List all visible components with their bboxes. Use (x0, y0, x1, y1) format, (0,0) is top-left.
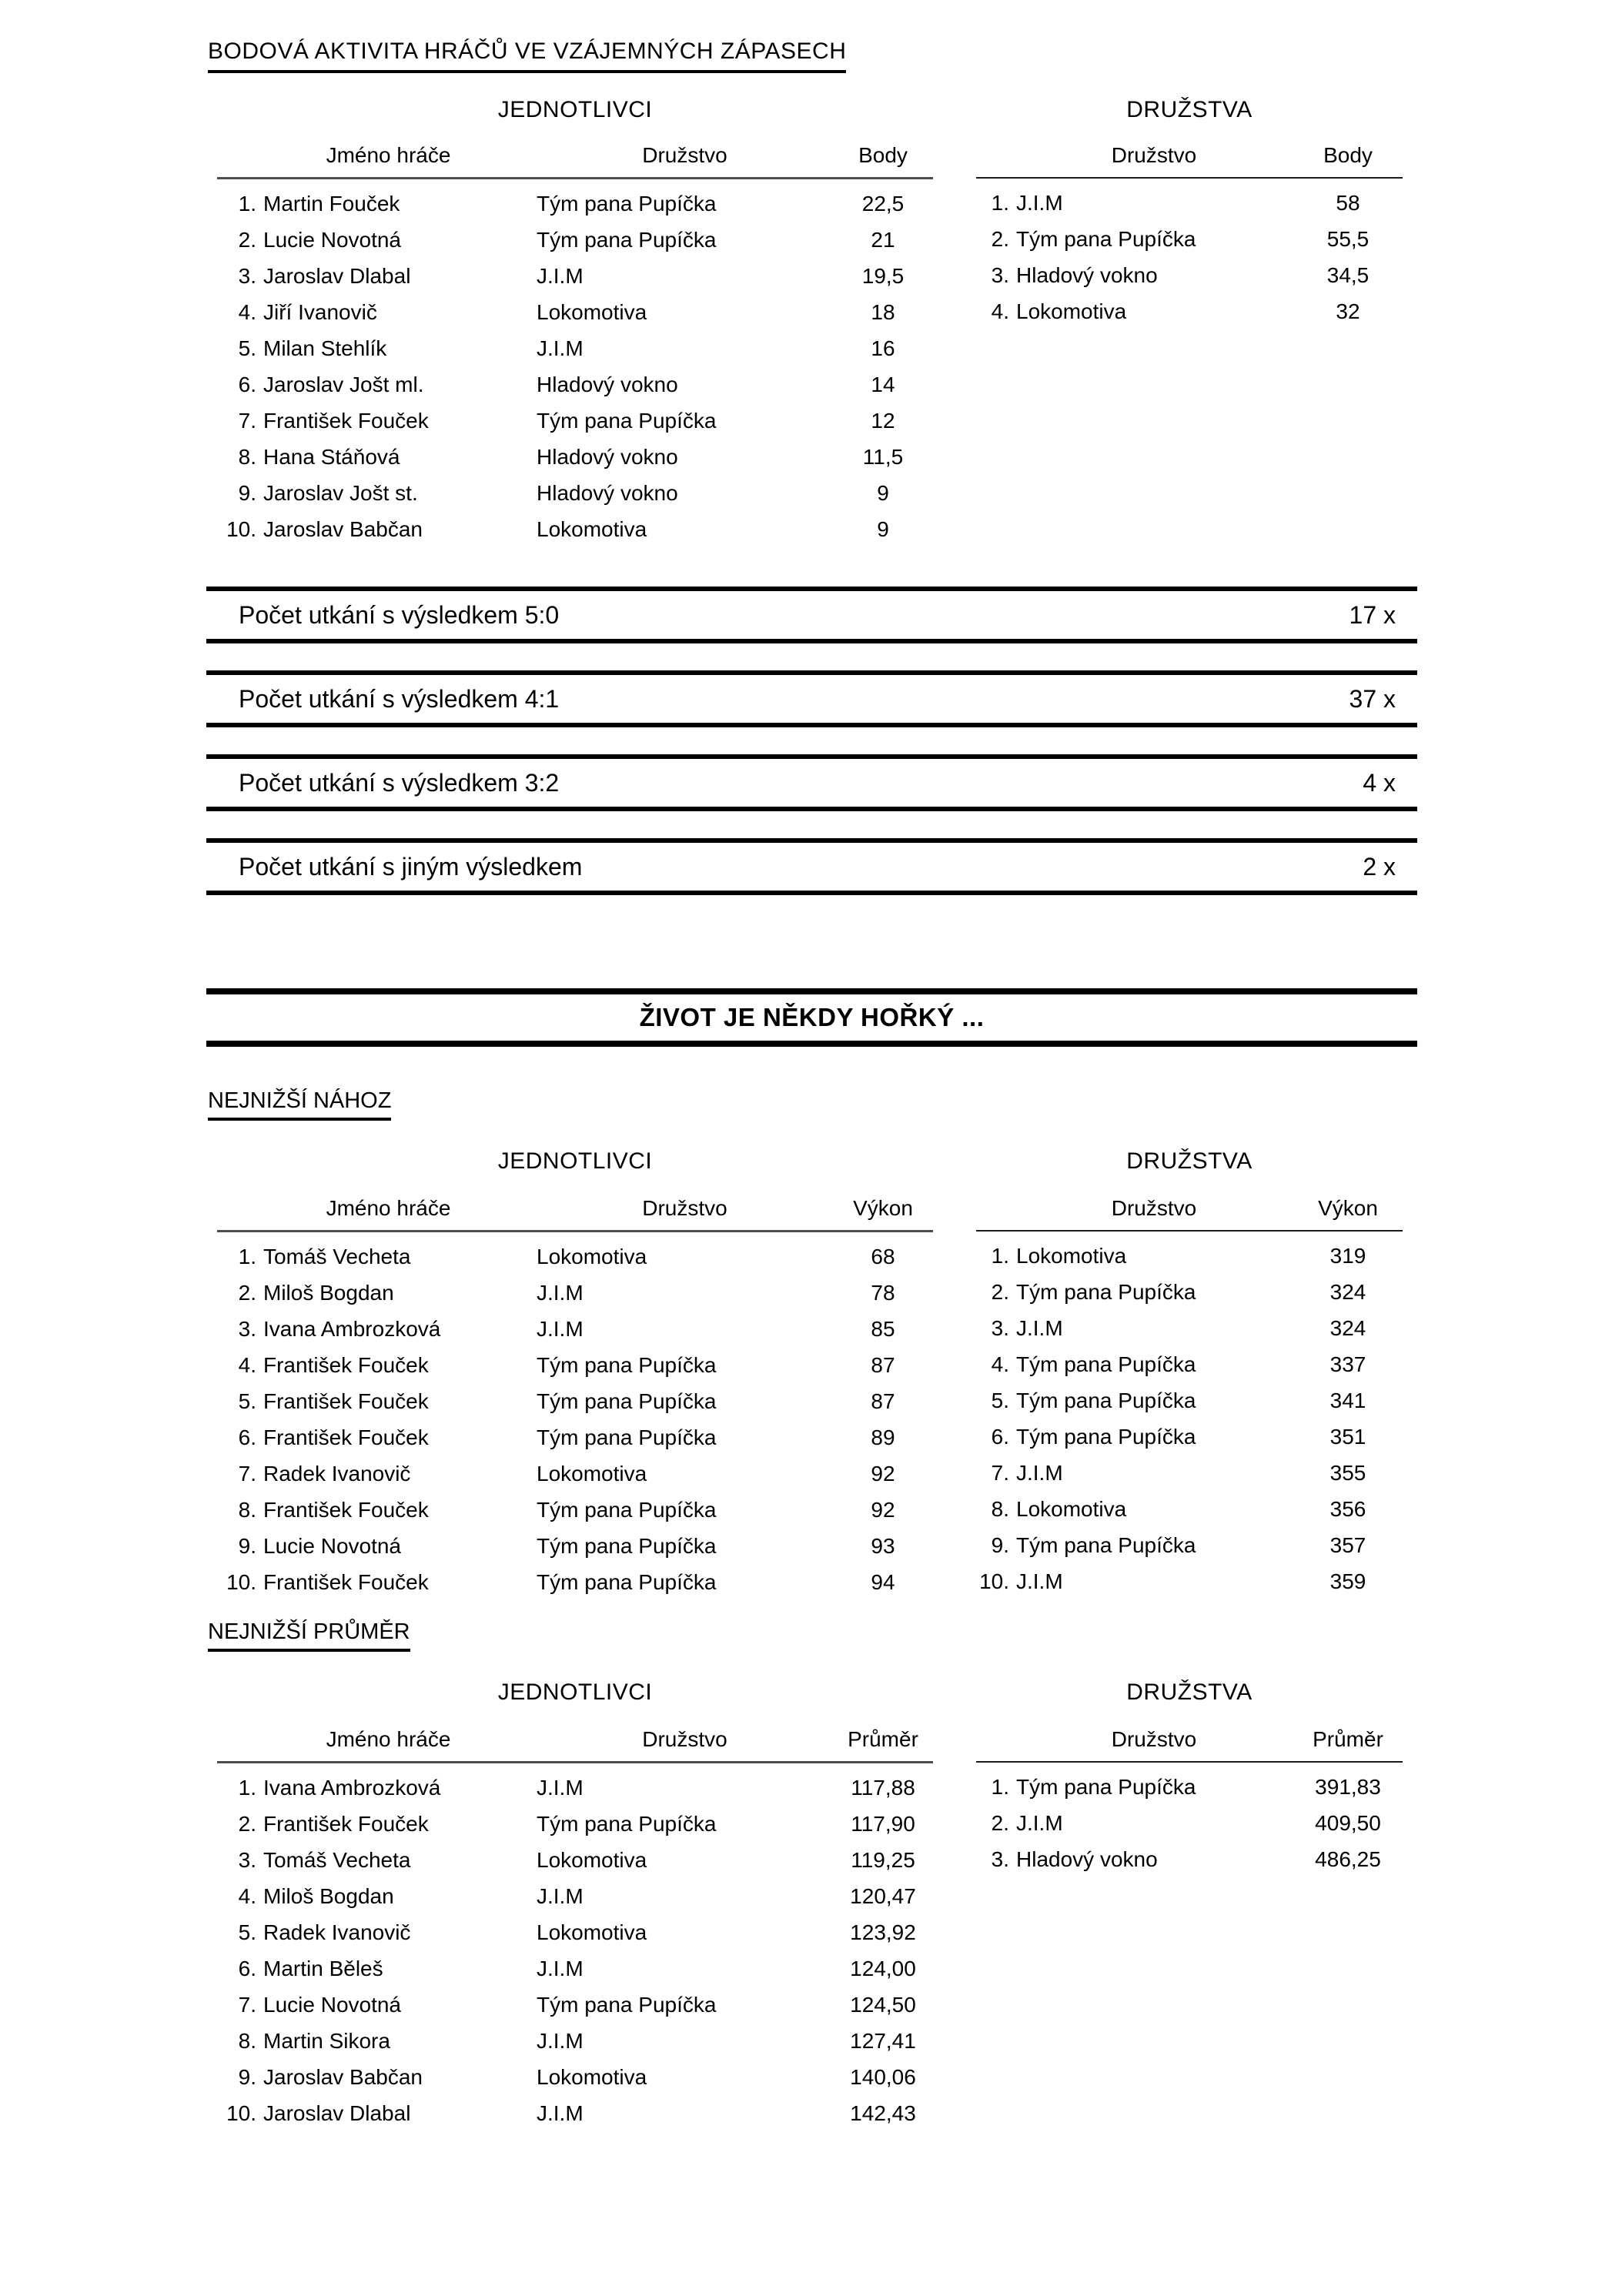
team-name: J.I.M (537, 1883, 584, 1908)
team-name: Tým pana Pupíčka (537, 1992, 717, 2017)
column-header: Družstvo (1111, 1196, 1197, 1220)
bodova-individuals-table (217, 142, 933, 547)
table-row (976, 1527, 1403, 1563)
table-row (976, 1841, 1403, 1877)
player-name: Miloš Bogdan (263, 1883, 394, 1908)
rank: 7. (991, 1460, 1009, 1485)
team-name: Tým pana Pupíčka (537, 191, 717, 216)
team-name: Lokomotiva (1016, 1243, 1127, 1268)
table-row (217, 2059, 933, 2095)
team-name: J.I.M (537, 263, 584, 288)
individuals-heading: JEDNOTLIVCI (497, 97, 653, 122)
average-value: 124,50 (850, 1992, 916, 2017)
score-value: 92 (871, 1497, 895, 1522)
table-row (217, 1492, 933, 1528)
rank: 3. (991, 1846, 1009, 1871)
team-name: J.I.M (537, 1956, 584, 1980)
rank: 2. (991, 226, 1009, 251)
table-rows (976, 1238, 1403, 1599)
team-name: Hladový vokno (1016, 1846, 1158, 1871)
score-value: 324 (1329, 1279, 1366, 1304)
column-header: Výkon (853, 1196, 913, 1220)
rank: 8. (238, 2028, 256, 2053)
score-value: 87 (871, 1352, 895, 1377)
team-name: Lokomotiva (1016, 299, 1127, 323)
column-header: Družstvo (642, 1196, 727, 1220)
player-name: Jaroslav Jošt ml. (263, 372, 424, 396)
rank: 8. (238, 444, 256, 469)
table-row (217, 1770, 933, 1806)
average-value: 117,90 (851, 1811, 915, 1836)
bodova-teams-table (976, 142, 1403, 329)
column-header: Jméno hráče (326, 1727, 451, 1751)
column-header: Body (1323, 143, 1373, 167)
table-rows (976, 1769, 1403, 1877)
player-name: František Fouček (263, 1425, 429, 1449)
player-name: Radek Ivanovič (263, 1461, 411, 1486)
table-row (217, 1528, 933, 1564)
rank: 1. (238, 191, 256, 216)
team-name: Hladový vokno (537, 480, 678, 505)
table-row (217, 1347, 933, 1383)
rank: 8. (238, 1497, 256, 1522)
column-header: Družstvo (642, 1727, 727, 1751)
points-value: 55,5 (1326, 226, 1370, 251)
points-value: 22,5 (861, 191, 905, 216)
player-name: Tomáš Vecheta (263, 1847, 411, 1872)
team-name: Tým pana Pupíčka (537, 227, 717, 252)
table-header (217, 142, 933, 179)
team-name: Tým pana Pupíčka (537, 408, 717, 433)
table-header (217, 1726, 933, 1763)
table-row (217, 222, 933, 258)
table-rows (217, 1238, 933, 1600)
team-name: Tým pana Pupíčka (537, 1497, 717, 1522)
score-value: 94 (871, 1569, 895, 1594)
table-row (217, 330, 933, 366)
table-row (976, 1455, 1403, 1491)
player-name: Tomáš Vecheta (263, 1244, 411, 1268)
player-name: Martin Sikora (263, 2028, 390, 2053)
column-header: Průměr (1313, 1727, 1383, 1751)
team-name: Lokomotiva (537, 516, 647, 541)
table-row (976, 1491, 1403, 1527)
teams-heading: DRUŽSTVA (1126, 97, 1252, 122)
rank: 9. (991, 1532, 1009, 1557)
player-name: Lucie Novotná (263, 1992, 402, 2017)
team-name: Tým pana Pupíčka (1016, 1352, 1196, 1376)
table-row (217, 511, 933, 547)
points-value: 14 (871, 372, 895, 396)
table-row (217, 2095, 933, 2131)
table-row (976, 221, 1403, 257)
player-name: František Fouček (263, 1389, 429, 1413)
table-row (217, 2023, 933, 2059)
match-result-stats (206, 587, 1417, 922)
team-name: Tým pana Pupíčka (1016, 1388, 1196, 1412)
score-value: 87 (871, 1389, 895, 1413)
points-value: 32 (1336, 299, 1360, 323)
stat-value: 2 x (1363, 852, 1396, 881)
rank: 10. (226, 1569, 256, 1594)
average-value: 391,83 (1315, 1774, 1381, 1799)
player-name: Jaroslav Dlabal (263, 2100, 411, 2125)
player-name: Jaroslav Dlabal (263, 263, 411, 288)
points-value: 9 (877, 516, 889, 541)
points-value: 12 (871, 408, 895, 433)
rank: 6. (238, 1425, 256, 1449)
team-name: J.I.M (1016, 1460, 1063, 1485)
score-value: 355 (1329, 1460, 1366, 1485)
team-name: Lokomotiva (537, 299, 647, 324)
column-header: Jméno hráče (326, 143, 451, 167)
table-row (217, 1455, 933, 1492)
player-name: Jiří Ivanovič (263, 299, 377, 324)
stat-row (206, 670, 1417, 727)
stat-value: 37 x (1349, 684, 1396, 713)
team-name: Tým pana Pupíčka (537, 1569, 717, 1594)
team-name: Tým pana Pupíčka (537, 1352, 717, 1377)
score-value: 89 (871, 1425, 895, 1449)
rank: 4. (238, 1352, 256, 1377)
individuals-heading: JEDNOTLIVCI (497, 1679, 653, 1705)
stat-value: 17 x (1349, 600, 1396, 629)
player-name: Ivana Ambrozková (263, 1775, 441, 1800)
points-value: 19,5 (861, 263, 905, 288)
points-value: 18 (871, 299, 895, 324)
table-row (976, 1274, 1403, 1310)
score-value: 324 (1329, 1315, 1366, 1340)
team-name: Tým pana Pupíčka (537, 1389, 717, 1413)
team-name: Tým pana Pupíčka (1016, 226, 1196, 251)
points-value: 34,5 (1326, 262, 1370, 287)
rank: 10. (226, 2100, 256, 2125)
rank: 3. (238, 1847, 256, 1872)
stat-label: Počet utkání s výsledkem 4:1 (239, 684, 560, 713)
table-row (217, 439, 933, 475)
average-value: 486,25 (1315, 1846, 1381, 1871)
rank: 5. (238, 1389, 256, 1413)
player-name: František Fouček (263, 1352, 429, 1377)
team-name: Lokomotiva (1016, 1496, 1127, 1521)
points-value: 16 (871, 336, 895, 360)
team-name: J.I.M (1016, 190, 1063, 215)
score-value: 341 (1329, 1388, 1366, 1412)
score-value: 337 (1329, 1352, 1366, 1376)
team-name: Lokomotiva (537, 1920, 647, 1944)
table-row (976, 1346, 1403, 1382)
subsection-heading-prumer: NEJNIŽŠÍ PRŮMĚR (208, 1619, 410, 1652)
rank: 1. (238, 1244, 256, 1268)
table-row (976, 1769, 1403, 1805)
points-value: 21 (871, 227, 895, 252)
points-value: 58 (1336, 190, 1360, 215)
rank: 1. (991, 1243, 1009, 1268)
table-row (217, 258, 933, 294)
score-value: 351 (1329, 1424, 1366, 1449)
team-name: J.I.M (537, 1775, 584, 1800)
table-row (217, 1275, 933, 1311)
table-row (217, 1878, 933, 1914)
rank: 4. (238, 1883, 256, 1908)
player-name: Radek Ivanovič (263, 1920, 411, 1944)
rank: 10. (979, 1569, 1009, 1593)
team-name: J.I.M (537, 2100, 584, 2125)
stat-label: Počet utkání s výsledkem 3:2 (239, 768, 560, 797)
table-row (217, 1806, 933, 1842)
team-name: Lokomotiva (537, 1847, 647, 1872)
table-rows (217, 1770, 933, 2131)
table-row (976, 1563, 1403, 1599)
column-header: Družstvo (1111, 1727, 1197, 1751)
average-value: 120,47 (850, 1883, 916, 1908)
page-title: BODOVÁ AKTIVITA HRÁČŮ VE VZÁJEMNÝCH ZÁPASECH (208, 38, 846, 73)
rank: 3. (238, 1316, 256, 1341)
rank: 9. (238, 1533, 256, 1558)
nahoz-individuals-table (217, 1195, 933, 1600)
rank: 7. (238, 408, 256, 433)
average-value: 119,25 (851, 1847, 915, 1872)
prumer-teams-table (976, 1726, 1403, 1877)
average-value: 409,50 (1315, 1810, 1381, 1835)
rank: 1. (238, 1775, 256, 1800)
average-value: 124,00 (850, 1956, 916, 1980)
stat-row (206, 587, 1417, 643)
column-header: Výkon (1318, 1196, 1378, 1220)
individuals-heading: JEDNOTLIVCI (497, 1148, 653, 1174)
rank: 5. (238, 1920, 256, 1944)
rank: 3. (238, 263, 256, 288)
team-name: Hladový vokno (537, 372, 678, 396)
table-row (217, 1311, 933, 1347)
rank: 5. (238, 336, 256, 360)
table-row (976, 1382, 1403, 1419)
player-name: František Fouček (263, 1569, 429, 1594)
table-header (217, 1195, 933, 1232)
average-value: 127,41 (850, 2028, 916, 2053)
prumer-individuals-table (217, 1726, 933, 2131)
player-name: Hana Stáňová (263, 444, 400, 469)
average-value: 142,43 (850, 2100, 916, 2125)
average-value: 140,06 (850, 2064, 916, 2089)
points-value: 9 (877, 480, 889, 505)
table-row (217, 1914, 933, 1950)
column-header: Družstvo (642, 143, 727, 167)
player-name: Martin Běleš (263, 1956, 383, 1980)
score-value: 93 (871, 1533, 895, 1558)
team-name: Hladový vokno (537, 444, 678, 469)
table-row (217, 475, 933, 511)
table-row (217, 1987, 933, 2023)
team-name: Tým pana Pupíčka (537, 1533, 717, 1558)
table-row (976, 1238, 1403, 1274)
stat-label: Počet utkání s jiným výsledkem (239, 852, 583, 881)
team-name: Tým pana Pupíčka (1016, 1424, 1196, 1449)
table-row (976, 257, 1403, 293)
rank: 5. (991, 1388, 1009, 1412)
score-value: 68 (871, 1244, 895, 1268)
team-name: J.I.M (1016, 1569, 1063, 1593)
player-name: Jaroslav Babčan (263, 2064, 423, 2089)
column-header: Družstvo (1111, 143, 1197, 167)
team-name: J.I.M (537, 1316, 584, 1341)
rank: 3. (991, 262, 1009, 287)
team-name: Tým pana Pupíčka (1016, 1279, 1196, 1304)
player-name: František Fouček (263, 408, 429, 433)
score-value: 319 (1329, 1243, 1366, 1268)
table-row (217, 1564, 933, 1600)
team-name: J.I.M (1016, 1810, 1063, 1835)
player-name: Lucie Novotná (263, 1533, 402, 1558)
player-name: Martin Fouček (263, 191, 400, 216)
rank: 6. (238, 1956, 256, 1980)
table-row (976, 1310, 1403, 1346)
rank: 6. (991, 1424, 1009, 1449)
team-name: Tým pana Pupíčka (1016, 1532, 1196, 1557)
rank: 2. (238, 1280, 256, 1305)
rank: 8. (991, 1496, 1009, 1521)
rank: 4. (991, 1352, 1009, 1376)
team-name: Tým pana Pupíčka (537, 1811, 717, 1836)
stat-row (206, 754, 1417, 811)
team-name: J.I.M (1016, 1315, 1063, 1340)
table-row (976, 1805, 1403, 1841)
table-rows (217, 185, 933, 547)
average-value: 123,92 (850, 1920, 916, 1944)
team-name: Lokomotiva (537, 2064, 647, 2089)
rank: 2. (238, 227, 256, 252)
score-value: 92 (871, 1461, 895, 1486)
player-name: Jaroslav Jošt st. (263, 480, 418, 505)
team-name: Hladový vokno (1016, 262, 1158, 287)
team-name: J.I.M (537, 336, 584, 360)
column-header: Jméno hráče (326, 1196, 451, 1220)
column-header: Body (858, 143, 908, 167)
rank: 10. (226, 516, 256, 541)
table-row (217, 1238, 933, 1275)
team-name: J.I.M (537, 2028, 584, 2053)
player-name: Miloš Bogdan (263, 1280, 394, 1305)
rank: 7. (238, 1461, 256, 1486)
subsection-heading-nahoz: NEJNIŽŠÍ NÁHOZ (208, 1088, 391, 1121)
stat-value: 4 x (1363, 768, 1396, 797)
stat-row (206, 838, 1417, 895)
nahoz-teams-table (976, 1195, 1403, 1599)
rank: 3. (991, 1315, 1009, 1340)
rank: 1. (991, 190, 1009, 215)
rank: 9. (238, 480, 256, 505)
score-value: 357 (1329, 1532, 1366, 1557)
rank: 6. (238, 372, 256, 396)
table-row (217, 294, 933, 330)
teams-heading: DRUŽSTVA (1126, 1148, 1252, 1174)
score-value: 359 (1329, 1569, 1366, 1593)
column-header: Průměr (848, 1727, 918, 1751)
table-row (976, 1419, 1403, 1455)
player-name: Ivana Ambrozková (263, 1316, 441, 1341)
teams-heading: DRUŽSTVA (1126, 1679, 1252, 1705)
table-row (976, 293, 1403, 329)
table-row (217, 1419, 933, 1455)
team-name: Tým pana Pupíčka (1016, 1774, 1196, 1799)
rank: 2. (991, 1279, 1009, 1304)
team-name: Lokomotiva (537, 1461, 647, 1486)
team-name: Lokomotiva (537, 1244, 647, 1268)
score-value: 78 (871, 1280, 895, 1305)
table-row (217, 366, 933, 403)
table-header (976, 142, 1403, 179)
table-row (217, 1950, 933, 1987)
table-row (217, 1842, 933, 1878)
table-header (976, 1726, 1403, 1763)
team-name: Tým pana Pupíčka (537, 1425, 717, 1449)
points-value: 11,5 (862, 444, 904, 469)
table-row (217, 403, 933, 439)
rank: 7. (238, 1992, 256, 2017)
rank: 2. (991, 1810, 1009, 1835)
player-name: František Fouček (263, 1497, 429, 1522)
player-name: Jaroslav Babčan (263, 516, 423, 541)
team-name: J.I.M (537, 1280, 584, 1305)
rank: 9. (238, 2064, 256, 2089)
score-value: 85 (871, 1316, 895, 1341)
average-value: 117,88 (851, 1775, 915, 1800)
table-row (217, 185, 933, 222)
rank: 4. (238, 299, 256, 324)
table-row (217, 1383, 933, 1419)
player-name: František Fouček (263, 1811, 429, 1836)
table-row (976, 185, 1403, 221)
player-name: Lucie Novotná (263, 227, 402, 252)
table-header (976, 1195, 1403, 1232)
rank: 4. (991, 299, 1009, 323)
table-rows (976, 185, 1403, 329)
player-name: Milan Stehlík (263, 336, 387, 360)
rank: 1. (991, 1774, 1009, 1799)
stat-label: Počet utkání s výsledkem 5:0 (239, 600, 560, 629)
section-banner: ŽIVOT JE NĚKDY HOŘKÝ ... (206, 988, 1417, 1047)
rank: 2. (238, 1811, 256, 1836)
score-value: 356 (1329, 1496, 1366, 1521)
